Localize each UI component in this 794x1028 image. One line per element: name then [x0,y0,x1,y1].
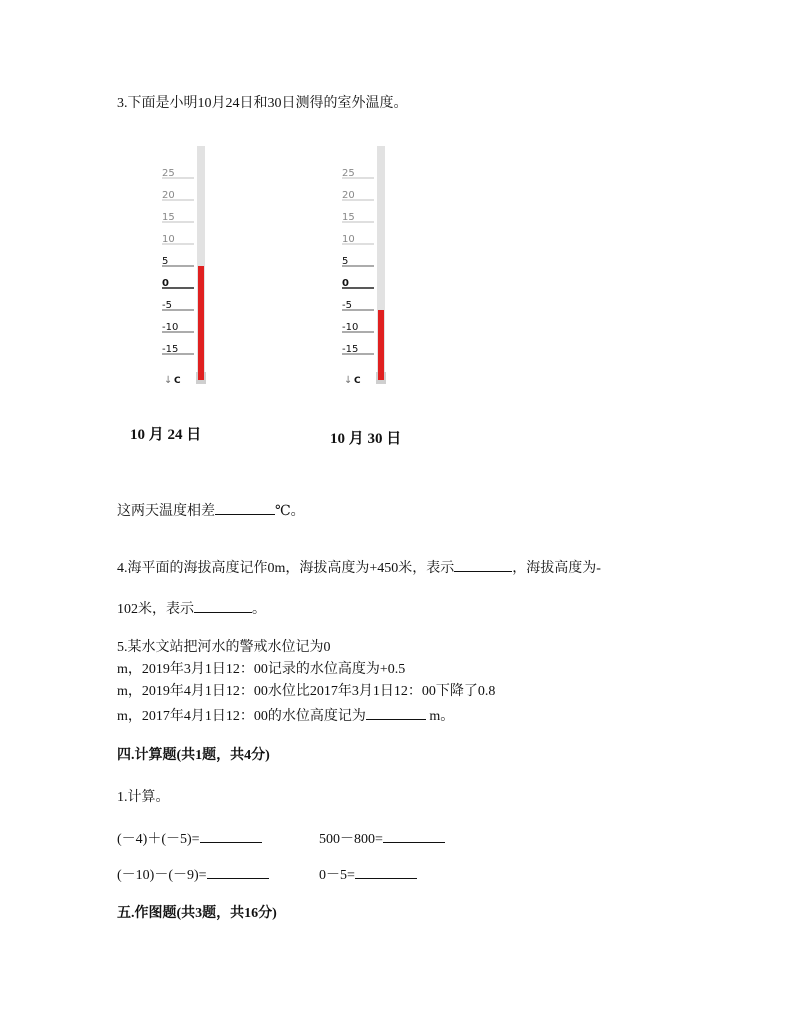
scale-label: 15 [342,212,355,223]
scale-ticks [162,168,194,355]
scale-label: 20 [342,190,355,201]
scale-label: 5 [342,256,349,267]
q5-line2: m，2019年3月1日12：00记录的水位高度为+0.5 [117,662,406,677]
scale-label: -10 [342,322,359,333]
q3-unit: ℃。 [275,504,305,519]
scale-label: 0 [342,278,349,289]
scale-label: -5 [162,300,172,311]
q4-text-b: ，海拔高度为- [512,561,601,576]
svg-text:↓: ↓ [164,375,173,386]
scale-label: 25 [162,168,175,179]
expr3: (－10)－(－9)= [117,868,207,883]
thermometer-oct30 [330,140,410,390]
q5-text-a: m，2017年4月1日12：00的水位高度记为 [117,709,366,724]
section4-title: 四.计算题(共1题，共4分) [117,748,270,763]
answer-blank[interactable] [200,828,262,843]
scale-label: 10 [342,234,355,245]
scale-label: 0 [162,278,169,289]
mercury-column [198,266,204,380]
scale-label: 20 [162,190,175,201]
answer-blank[interactable] [194,598,252,613]
scale-label: 25 [342,168,355,179]
unit-label: C [354,376,361,386]
caption-oct24: 10 月 24 日 [130,427,202,443]
answer-blank[interactable] [207,864,269,879]
q5-line3: m，2019年4月1日12：00水位比2017年3月1日12：00下降了0.8 [117,684,496,699]
answer-blank[interactable] [215,500,275,515]
answer-blank[interactable] [454,557,512,572]
q3-question-text: 这两天温度相差 [117,504,215,519]
expr4-row [319,864,417,885]
expr4: 0－5= [319,868,355,883]
expr1: (－4)＋(－5)= [117,832,200,847]
scale-label: 5 [162,256,169,267]
expr1-row [117,828,262,849]
q4-line1 [117,557,601,578]
mercury-column [378,310,384,380]
q4-line2 [117,598,266,619]
scale-ticks [342,168,374,355]
section4-q1: 1.计算。 [117,790,170,805]
scale-label: -15 [342,344,359,355]
answer-blank[interactable] [383,828,445,843]
q4-text-a: 4.海平面的海拔高度记作0m，海拔高度为+450米，表示 [117,561,455,576]
q5-line1: 5.某水文站把河水的警戒水位记为0 [117,640,331,655]
scale-label: -10 [162,322,179,333]
svg-text:↓: ↓ [344,375,353,386]
q4-text-c: 102米，表示 [117,602,194,617]
q3-question [117,500,305,521]
q4-text-d: 。 [252,602,266,617]
section5-title: 五.作图题(共3题，共16分) [117,906,277,921]
scale-label: 15 [162,212,175,223]
scale-label: -15 [162,344,179,355]
q3-intro: 3.下面是小明10月24日和30日测得的室外温度。 [117,96,408,111]
answer-blank[interactable] [366,705,426,720]
q5-text-b: m。 [429,709,455,724]
thermometer-oct24 [150,140,230,390]
caption-oct30: 10 月 30 日 [330,431,402,447]
unit-label: C [174,376,181,386]
scale-label: 10 [162,234,175,245]
q5-line4 [117,705,454,726]
scale-label: -5 [342,300,352,311]
expr2-row [319,828,445,849]
expr2: 500－800= [319,832,383,847]
answer-blank[interactable] [355,864,417,879]
expr3-row [117,864,269,885]
